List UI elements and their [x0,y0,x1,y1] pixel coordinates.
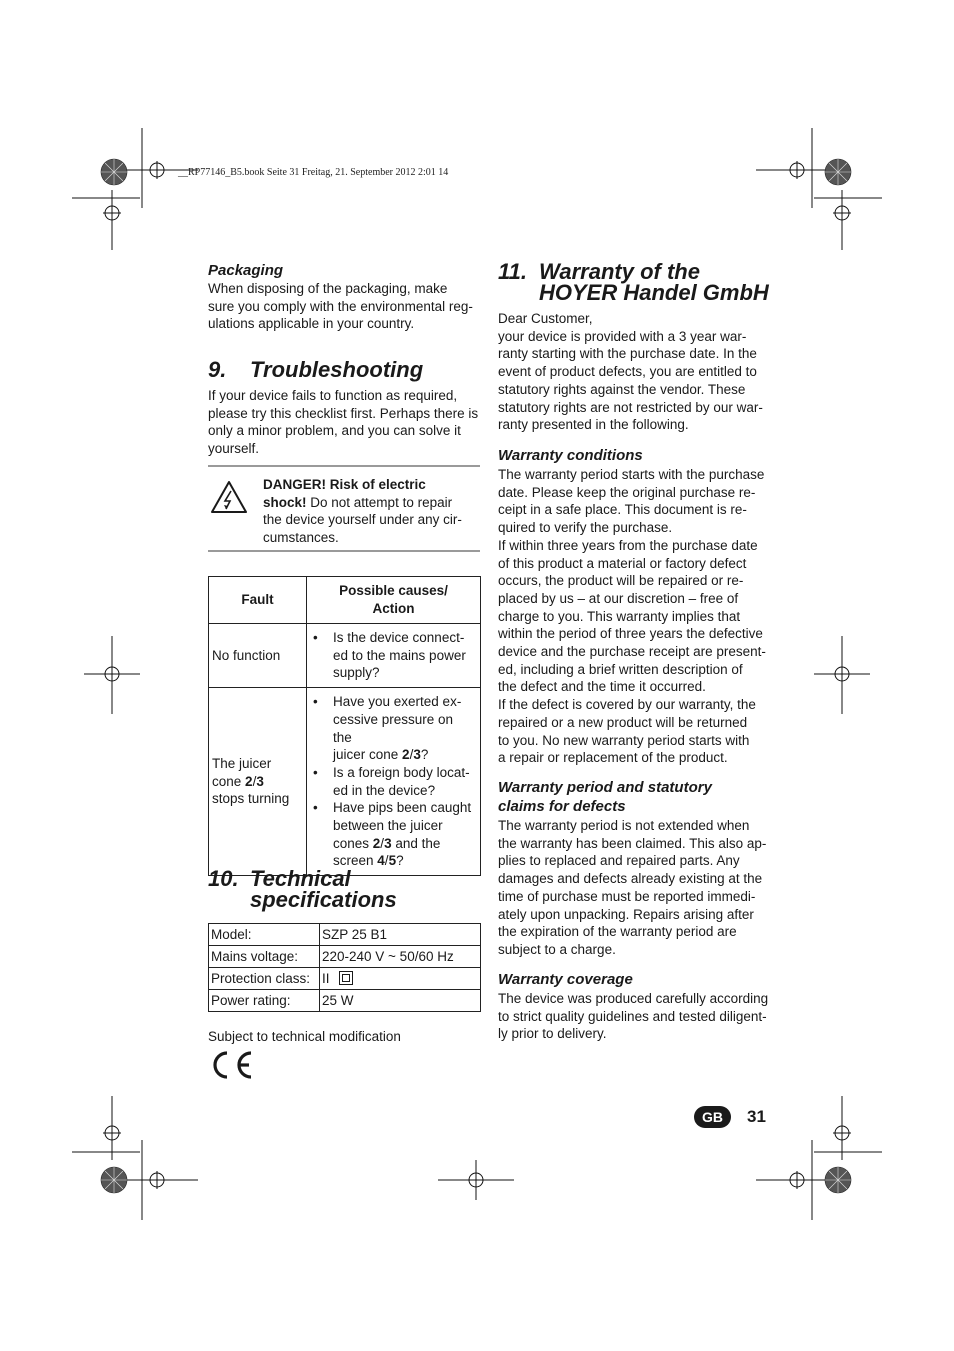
book-info-line: __RP77146_B5.book Seite 31 Freitag, 21. September 2012 2:01 14 [178,167,449,178]
table-row: Mains voltage: 220-240 V ~ 50/60 Hz [209,946,481,968]
specifications-table [208,923,481,1012]
table-row: Model: SZP 25 B1 [209,924,481,946]
page-number: 31 [747,1107,766,1126]
warranty-period-heading: Warranty period and statutory claims for defects [498,779,712,815]
technical-heading: 10. Technical specifications [208,866,397,912]
warranty-period-text: The warranty period is not extended when the warranty has been claimed. This also ap- plies to replaced and repaired parts. Any damages and defects already existing at the time of purchase must be reported immedi- ately upon unpacking. Repairs arising after the expiration of the warranty period are subject to a charge. [498,818,767,957]
table-row: The juicer cone 2/3 stops turning • Have you exerted ex- cessive pressure on the juicer cone 2/3? • Is a foreign body locat- ed in the device? • Have pips been caught between the juicer cones 2/3 and the screen 4/5? [209,688,481,876]
country-badge: GB [694,1106,731,1128]
ce-mark-icon [208,1049,254,1081]
warranty-conditions-heading: Warranty conditions [498,447,643,464]
danger-rule-top [208,465,480,467]
warranty-conditions-text: The warranty period starts with the purchase date. Please keep the original purchase re- ceipt in a safe place. This document is re- quired to verify the purchase. If within three years from the purchase date of this product a material or factory defect occurs, the product will be repaired or re- placed by us – at our discretion – free of charge to you. This warranty implies that within the period of three years the defective device and the purchase receipt are present- ed, including a brief written description of the defect and the time it occurred. If the defect is covered by our warranty, the repaired or a new product will be returned to you. No new warranty period starts with a repair or replacement of the product. [498,467,766,766]
warning-electric-shock-icon [210,480,248,514]
table-row: Protection class: II [209,968,481,990]
danger-notice: DANGER! Risk of electric shock! Do not attempt to repair the device yourself under any cir- cumstances. [263,477,462,546]
table-row: No function • Is the device connect- ed to the mains power supply? [209,624,481,688]
column-header-causes: Possible causes/ Action [307,577,481,624]
column-header-fault: Fault [209,577,307,624]
warranty-intro: Dear Customer, your device is provided with a 3 year war- ranty starting with the purchase date. In the event of product defects, you are entitled to statutory rights against the vendor. These statutory rights are not restricted by our war- ranty presented in the following. [498,311,763,433]
danger-rule-bottom [208,550,480,552]
packaging-heading: Packaging [208,262,284,279]
warranty-coverage-heading: Warranty coverage [498,971,633,988]
packaging-text: When disposing of the packaging, make sure you comply with the environmental reg- ulations applicable in your country. [208,281,473,332]
warranty-coverage-text: The device was produced carefully according to strict quality guidelines and tested diligent- ly prior to delivery. [498,991,769,1042]
troubleshooting-heading: 9. Troubleshooting [208,357,424,382]
table-row: Power rating: 25 W [209,990,481,1012]
warranty-heading: 11. Warranty of the HOYER Handel GmbH [498,259,769,305]
troubleshooting-intro: If your device fails to function as required, please try this checklist first. Perhaps there is only a minor problem, and you can solve it yourself. [208,388,479,457]
technical-note: Subject to technical modification [208,1029,401,1044]
troubleshooting-table [208,576,481,876]
double-insulation-icon [339,971,353,985]
